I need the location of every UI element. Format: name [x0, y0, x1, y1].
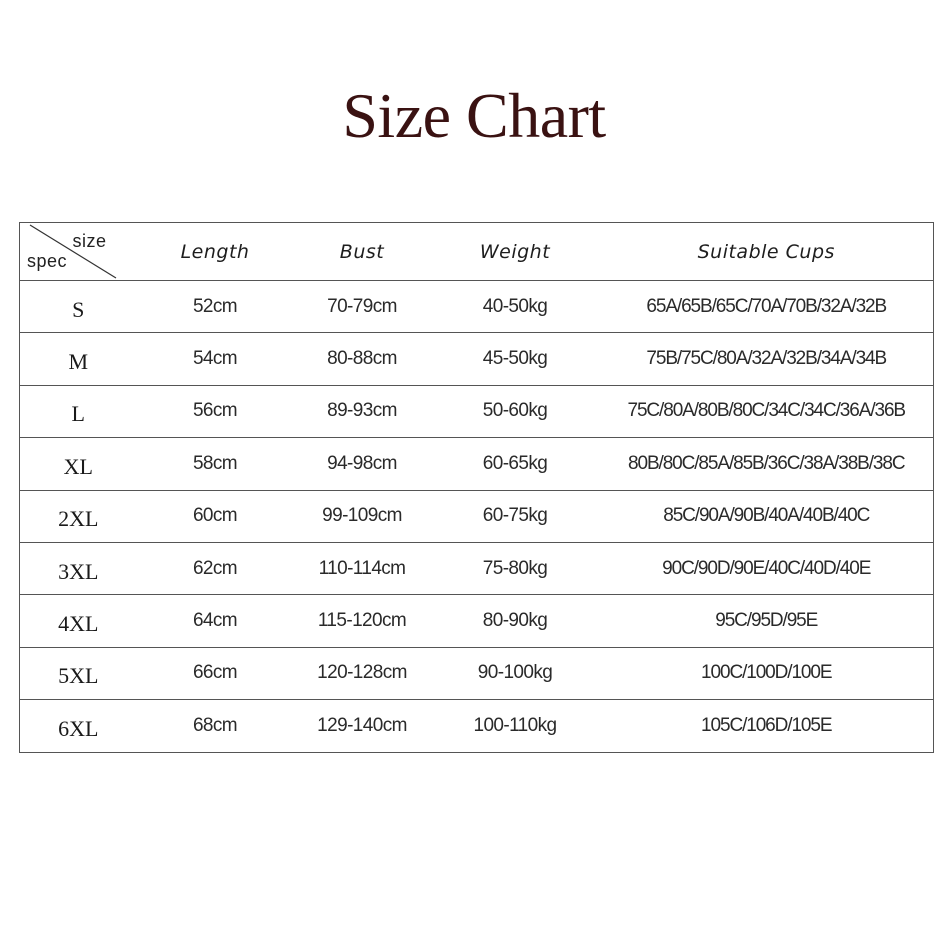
table-row — [20, 281, 934, 333]
weight-cell: 90-100kg — [431, 647, 600, 699]
cups-cell: 105C/106D/105E — [600, 700, 934, 752]
header-weight: Weight — [431, 223, 600, 281]
table-row — [20, 438, 934, 490]
page-title: Size Chart — [342, 80, 606, 151]
table-row — [20, 647, 934, 699]
bust-cell: 94-98cm — [294, 438, 431, 490]
cups-cell: 75C/80A/80B/80C/34C/34C/36A/36B — [600, 385, 934, 437]
length-cell: 60cm — [137, 490, 294, 542]
bust-cell: 115-120cm — [294, 595, 431, 647]
length-cell: 66cm — [137, 647, 294, 699]
weight-cell: 60-65kg — [431, 438, 600, 490]
size-cell: 2XL — [20, 490, 137, 542]
weight-cell: 50-60kg — [431, 385, 600, 437]
table-header-row — [20, 223, 934, 281]
size-cell: S — [20, 281, 137, 333]
size-cell: 5XL — [20, 647, 137, 699]
table-row — [20, 333, 934, 385]
bust-cell: 99-109cm — [294, 490, 431, 542]
table-row — [20, 490, 934, 542]
length-cell: 64cm — [137, 595, 294, 647]
size-cell: 3XL — [20, 542, 137, 594]
length-cell: 68cm — [137, 700, 294, 752]
length-cell: 58cm — [137, 438, 294, 490]
header-bust: Bust — [294, 223, 431, 281]
bust-cell: 80-88cm — [294, 333, 431, 385]
table-row — [20, 595, 934, 647]
length-cell: 62cm — [137, 542, 294, 594]
length-cell: 54cm — [137, 333, 294, 385]
cups-cell: 95C/95D/95E — [600, 595, 934, 647]
cups-cell: 65A/65B/65C/70A/70B/32A/32B — [600, 281, 934, 333]
bust-cell: 89-93cm — [294, 385, 431, 437]
table-row — [20, 542, 934, 594]
length-cell: 52cm — [137, 281, 294, 333]
cups-cell: 85C/90A/90B/40A/40B/40C — [600, 490, 934, 542]
header-length: Length — [137, 223, 294, 281]
size-chart-table — [19, 222, 934, 753]
bust-cell: 70-79cm — [294, 281, 431, 333]
table-row — [20, 700, 934, 752]
bust-cell: 110-114cm — [294, 542, 431, 594]
weight-cell: 80-90kg — [431, 595, 600, 647]
weight-cell: 60-75kg — [431, 490, 600, 542]
weight-cell: 75-80kg — [431, 542, 600, 594]
weight-cell: 45-50kg — [431, 333, 600, 385]
header-suitable-cups: Suitable Cups — [600, 223, 934, 281]
length-cell: 56cm — [137, 385, 294, 437]
corner-header-cell — [20, 223, 137, 281]
size-cell: L — [20, 385, 137, 437]
bust-cell: 120-128cm — [294, 647, 431, 699]
corner-label-spec: spec — [27, 251, 68, 271]
bust-cell: 129-140cm — [294, 700, 431, 752]
weight-cell: 100-110kg — [431, 700, 600, 752]
cups-cell: 100C/100D/100E — [600, 647, 934, 699]
cups-cell: 80B/80C/85A/85B/36C/38A/38B/38C — [600, 438, 934, 490]
size-cell: M — [20, 333, 137, 385]
cups-cell: 75B/75C/80A/32A/32B/34A/34B — [600, 333, 934, 385]
size-cell: 6XL — [20, 700, 137, 752]
size-cell: 4XL — [20, 595, 137, 647]
table-row — [20, 385, 934, 437]
corner-label-size: size — [72, 231, 107, 251]
size-cell: XL — [20, 438, 137, 490]
cups-cell: 90C/90D/90E/40C/40D/40E — [600, 542, 934, 594]
weight-cell: 40-50kg — [431, 281, 600, 333]
